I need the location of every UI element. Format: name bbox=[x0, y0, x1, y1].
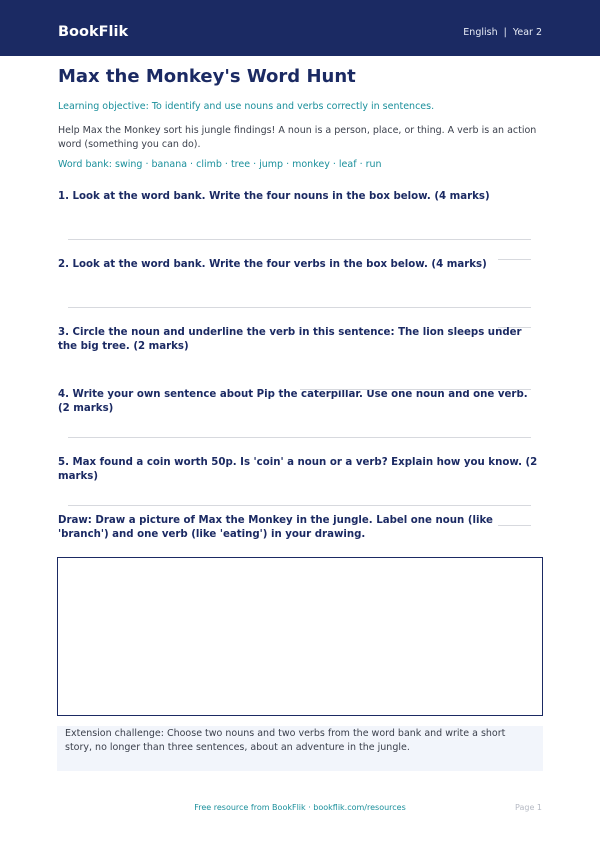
header-meta bbox=[463, 27, 542, 39]
drawing-box[interactable] bbox=[57, 557, 543, 716]
answer-line[interactable] bbox=[68, 505, 531, 506]
question-1: 1. Look at the word bank. Write the four nouns in the box below. (4 marks) bbox=[58, 191, 490, 202]
answer-line[interactable] bbox=[68, 437, 531, 438]
page-title: Max the Monkey's Word Hunt bbox=[58, 66, 356, 87]
brand-logo[interactable]: BookFlik bbox=[58, 24, 129, 40]
year-label: Year 2 bbox=[512, 27, 542, 38]
word-bank: Word bank: swing · banana · climb · tree · jump · monkey · leaf · run bbox=[58, 159, 382, 170]
answer-line[interactable] bbox=[300, 389, 531, 390]
intro-text: Help Max the Monkey sort his jungle findings! A noun is a person, place, or thing. A verb is an action word (something you can do). bbox=[58, 125, 537, 150]
footer-source-link[interactable]: Free resource from BookFlik · bookflik.com/resources bbox=[194, 803, 406, 812]
answer-line-tail bbox=[498, 525, 531, 526]
draw-prompt: Draw: Draw a picture of Max the Monkey in the jungle. Label one noun (like 'branch') and one verb (like 'eating') in your drawing. bbox=[58, 515, 493, 540]
extension-challenge: Extension challenge: Choose two nouns and two verbs from the word bank and write a short story, no longer than three sentences, about an adventure in the jungle. bbox=[57, 726, 543, 771]
question-2: 2. Look at the word bank. Write the four verbs in the box below. (4 marks) bbox=[58, 259, 487, 270]
answer-line[interactable] bbox=[68, 239, 531, 240]
question-5: 5. Max found a coin worth 50p. Is 'coin' a noun or a verb? Explain how you know. (2 marks) bbox=[58, 457, 538, 482]
subject-label: English bbox=[463, 27, 498, 38]
question-4: 4. Write your own sentence about Pip the caterpillar. Use one noun and one verb. (2 marks) bbox=[58, 389, 528, 414]
answer-line[interactable] bbox=[68, 307, 531, 308]
header-separator: | bbox=[503, 27, 507, 38]
header-bar bbox=[0, 0, 600, 56]
page-number: Page 1 bbox=[515, 803, 542, 812]
question-3: 3. Circle the noun and underline the verb in this sentence: The lion sleeps under the big tree. (2 marks) bbox=[58, 327, 522, 352]
learning-objective: Learning objective: To identify and use nouns and verbs correctly in sentences. bbox=[58, 101, 435, 112]
